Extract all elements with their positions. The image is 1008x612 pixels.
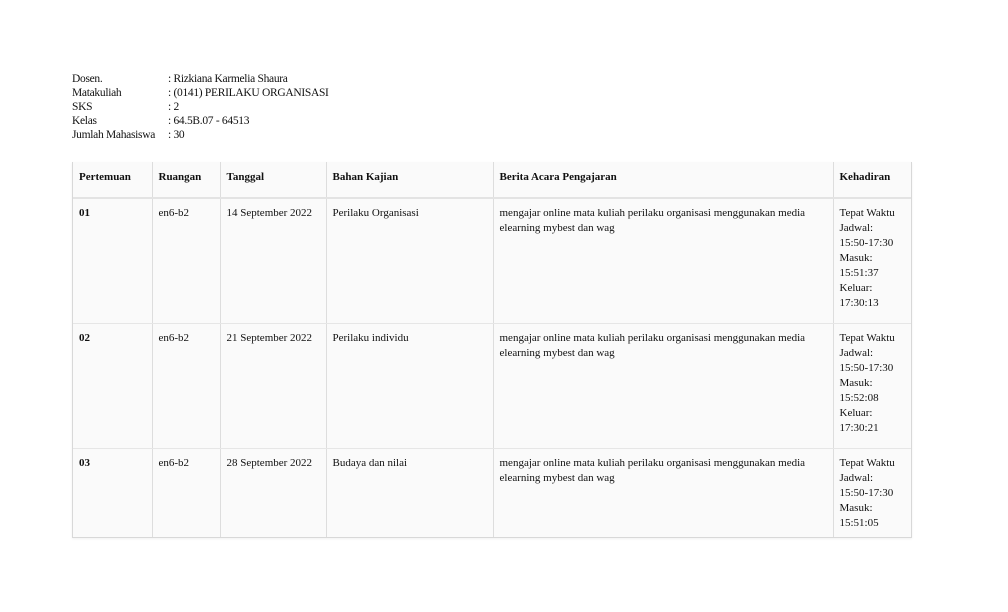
attendance-schedule-value: 15:50-17:30 (839, 361, 894, 374)
cell-tanggal: 21 September 2022 (220, 323, 326, 448)
attendance-schedule-label: Jadwal: (839, 471, 874, 484)
cell-ruangan: en6-b2 (152, 198, 220, 323)
attendance-out-label: Keluar: (839, 406, 873, 419)
jumlah-label: Jumlah Mahasiswa (72, 129, 156, 141)
table-row (73, 448, 911, 538)
attendance-in-label: Masuk: (839, 252, 873, 264)
kelas-value: : 64.5B.07 - 64513 (168, 115, 250, 127)
attendance-table (73, 162, 911, 538)
attendance-schedule-label: Jadwal: (839, 346, 874, 359)
attendance-in-label: Masuk: (839, 376, 873, 389)
sks-label: SKS (72, 101, 93, 113)
cell-berita-acara: mengajar online mata kuliah perilaku organisasi menggunakan media elearning mybest dan wag (493, 323, 833, 448)
info-row-matakuliah (72, 86, 329, 100)
attendance-schedule-value: 15:50-17:30 (839, 237, 894, 249)
attendance-in-label: Masuk: (839, 501, 873, 514)
attendance-schedule-value: 15:50-17:30 (839, 486, 894, 499)
header-bahan-kajian: Bahan Kajian (326, 162, 493, 198)
cell-pertemuan: 01 (73, 198, 152, 323)
attendance-table-container (72, 162, 912, 538)
cell-ruangan: en6-b2 (152, 323, 220, 448)
attendance-schedule-label: Jadwal: (839, 222, 874, 234)
cell-kehadiran (833, 198, 911, 323)
attendance-status: Tepat Waktu (839, 331, 895, 344)
matakuliah-value: : (0141) PERILAKU ORGANISASI (168, 87, 329, 99)
info-row-dosen (72, 72, 329, 86)
course-info (72, 72, 329, 142)
cell-tanggal: 14 September 2022 (220, 198, 326, 323)
cell-kehadiran (833, 448, 911, 538)
attendance-in-value: 15:51:05 (839, 516, 879, 529)
attendance-out-value: 17:30:21 (839, 421, 879, 434)
dosen-label: Dosen. (72, 73, 103, 85)
header-kehadiran: Kehadiran (833, 162, 911, 198)
attendance-out-value: 17:30:13 (839, 297, 879, 309)
cell-bahan-kajian: Budaya dan nilai (326, 448, 493, 538)
info-row-jumlah (72, 128, 329, 142)
header-tanggal: Tanggal (220, 162, 326, 198)
dosen-value: : Rizkiana Karmelia Shaura (168, 73, 288, 85)
attendance-in-value: 15:52:08 (839, 391, 879, 404)
header-ruangan: Ruangan (152, 162, 220, 198)
sks-value: : 2 (168, 101, 179, 113)
table-row (73, 323, 911, 448)
cell-bahan-kajian: Perilaku individu (326, 323, 493, 448)
cell-berita-acara: mengajar online mata kuliah perilaku organisasi menggunakan media elearning mybest dan wag (493, 448, 833, 538)
cell-tanggal: 28 September 2022 (220, 448, 326, 538)
cell-pertemuan: 03 (73, 448, 152, 538)
table-row (73, 198, 911, 323)
attendance-status: Tepat Waktu (839, 207, 895, 219)
cell-kehadiran (833, 323, 911, 448)
attendance-status: Tepat Waktu (839, 456, 895, 469)
table-header-row (73, 162, 911, 198)
jumlah-value: : 30 (168, 129, 185, 141)
cell-berita-acara: mengajar online mata kuliah perilaku organisasi menggunakan media elearning mybest dan wag (493, 198, 833, 323)
header-pertemuan: Pertemuan (73, 162, 152, 198)
attendance-out-label: Keluar: (839, 282, 873, 294)
cell-bahan-kajian: Perilaku Organisasi (326, 198, 493, 323)
attendance-in-value: 15:51:37 (839, 267, 879, 279)
cell-pertemuan: 02 (73, 323, 152, 448)
info-row-sks (72, 100, 329, 114)
kelas-label: Kelas (72, 115, 97, 127)
cell-ruangan: en6-b2 (152, 448, 220, 538)
header-berita-acara: Berita Acara Pengajaran (493, 162, 833, 198)
info-row-kelas (72, 114, 329, 128)
matakuliah-label: Matakuliah (72, 87, 122, 99)
